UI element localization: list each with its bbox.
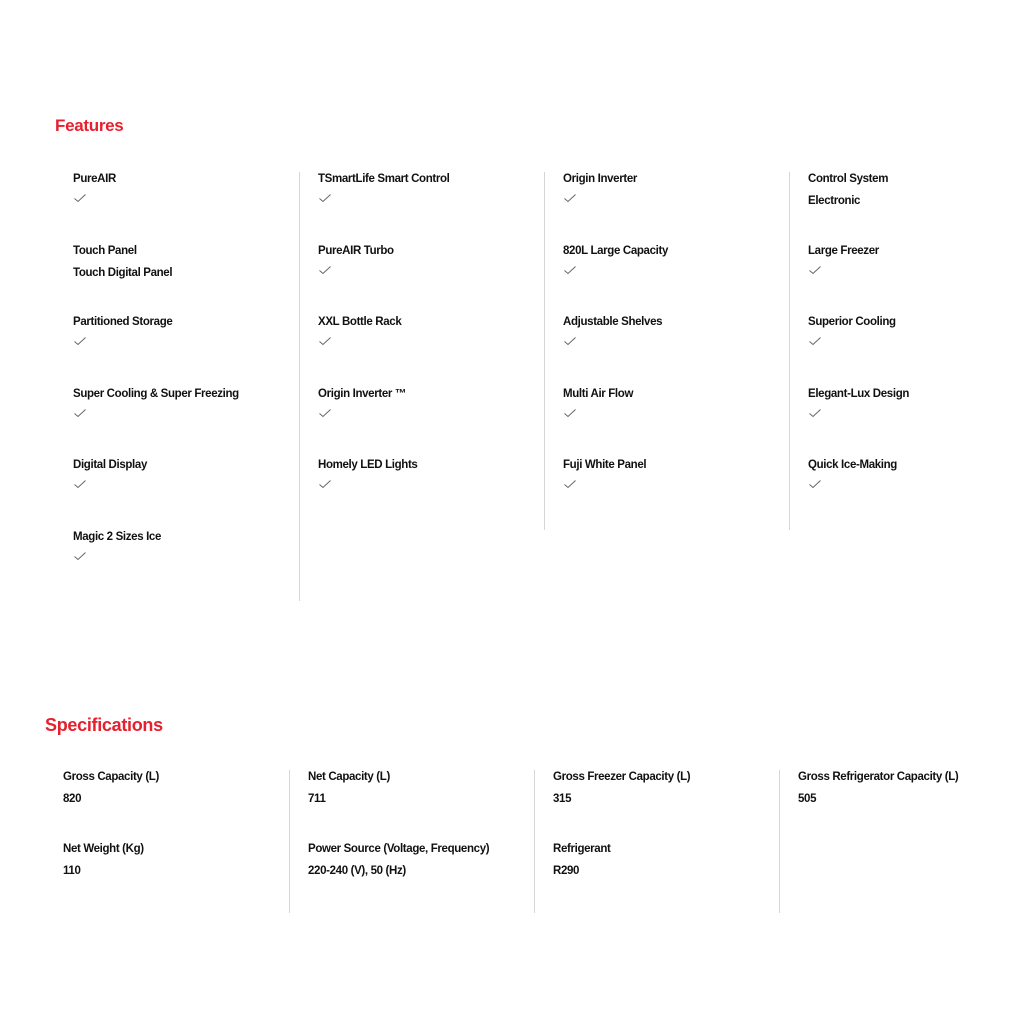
check-icon [73, 334, 87, 348]
feature-value: Electronic [808, 195, 861, 207]
spec-column [535, 770, 780, 913]
feature-label: Control System [808, 173, 889, 185]
feature-item-tsmartlife-smart-control [318, 172, 544, 244]
feature-item-pureair [73, 172, 299, 244]
spec-value: 220-240 (V), 50 (Hz) [308, 864, 406, 877]
spec-value: 505 [798, 793, 817, 805]
check-icon [808, 334, 822, 348]
spec-column [45, 770, 290, 913]
feature-item-control-system [808, 172, 1024, 244]
feature-column [300, 172, 545, 530]
feature-item-origin-inverter [318, 387, 544, 459]
spec-item-net-weight-kg [63, 842, 289, 914]
check-icon [318, 263, 332, 277]
feature-column [55, 172, 300, 601]
spec-label: Power Source (Voltage, Frequency) [308, 842, 490, 855]
spec-item-refrigerant [553, 842, 779, 914]
feature-item-multi-air-flow [563, 387, 789, 459]
feature-label: Touch Panel [73, 244, 137, 257]
feature-label: Origin Inverter ™ [318, 387, 406, 400]
check-icon [73, 477, 87, 491]
feature-label: Digital Display [73, 459, 147, 471]
spec-label: Gross Capacity (L) [63, 771, 159, 783]
feature-label: PureAIR [73, 173, 116, 185]
feature-item-origin-inverter [563, 172, 789, 244]
specifications-heading: Specifications [45, 715, 163, 735]
check-icon [808, 263, 822, 277]
spec-column [290, 770, 535, 913]
feature-item-super-cooling-super-freezing [73, 387, 299, 459]
feature-label: XXL Bottle Rack [318, 316, 402, 328]
feature-label: PureAIR Turbo [318, 244, 394, 257]
spec-value: 315 [553, 793, 572, 805]
check-icon [563, 191, 577, 205]
spec-value: 820 [63, 793, 82, 805]
feature-label: Magic 2 Sizes Ice [73, 530, 162, 543]
spec-label: Gross Refrigerator Capacity (L) [798, 771, 959, 783]
feature-item-elegant-lux-design [808, 387, 1024, 459]
check-icon [563, 334, 577, 348]
features-grid [55, 172, 1024, 601]
feature-item-touch-panel [73, 244, 299, 316]
feature-label: Superior Cooling [808, 316, 896, 328]
feature-item-homely-led-lights [318, 458, 544, 530]
spec-item-power-source-voltage-frequency [308, 842, 534, 914]
check-icon [318, 191, 332, 205]
feature-label: TSmartLife Smart Control [318, 173, 450, 185]
spec-item-gross-freezer-capacity-l [553, 770, 779, 842]
check-icon [318, 477, 332, 491]
feature-item-large-freezer [808, 244, 1024, 316]
check-icon [318, 334, 332, 348]
feature-item-820l-large-capacity [563, 244, 789, 316]
feature-item-superior-cooling [808, 315, 1024, 387]
feature-label: Elegant-Lux Design [808, 387, 910, 400]
feature-label: Multi Air Flow [563, 387, 634, 400]
feature-label: Origin Inverter [563, 173, 637, 185]
check-icon [73, 549, 87, 563]
check-icon [563, 263, 577, 277]
spec-label: Refrigerant [553, 842, 611, 855]
feature-item-quick-ice-making [808, 458, 1024, 530]
feature-column [790, 172, 1024, 530]
check-icon [73, 406, 87, 420]
feature-label: 820L Large Capacity [563, 244, 668, 257]
feature-label: Fuji White Panel [563, 459, 647, 471]
feature-label: Homely LED Lights [318, 459, 418, 471]
spec-value: 110 [63, 864, 81, 877]
feature-label: Quick Ice-Making [808, 459, 897, 471]
feature-label: Partitioned Storage [73, 316, 173, 328]
spec-item-gross-capacity-l [63, 770, 289, 842]
feature-item-xxl-bottle-rack [318, 315, 544, 387]
feature-item-adjustable-shelves [563, 315, 789, 387]
spec-label: Net Weight (Kg) [63, 842, 144, 855]
feature-item-digital-display [73, 458, 299, 530]
check-icon [808, 406, 822, 420]
check-icon [318, 406, 332, 420]
spec-column [780, 770, 1024, 913]
check-icon [808, 477, 822, 491]
feature-item-magic-2-sizes-ice [73, 530, 299, 602]
spec-value: 711 [308, 793, 326, 805]
spec-item-net-capacity-l [308, 770, 534, 842]
spec-label: Gross Freezer Capacity (L) [553, 771, 691, 783]
check-icon [73, 191, 87, 205]
spec-item-gross-refrigerator-capacity-l [798, 770, 1024, 842]
specifications-grid [45, 770, 1024, 913]
feature-label: Adjustable Shelves [563, 316, 663, 328]
feature-item-pureair-turbo [318, 244, 544, 316]
feature-column [545, 172, 790, 530]
feature-label: Super Cooling & Super Freezing [73, 387, 239, 400]
spec-label: Net Capacity (L) [308, 771, 390, 783]
feature-item-partitioned-storage [73, 315, 299, 387]
check-icon [563, 477, 577, 491]
features-heading: Features [55, 116, 124, 135]
spec-value: R290 [553, 864, 580, 877]
check-icon [563, 406, 577, 420]
feature-item-fuji-white-panel [563, 458, 789, 530]
feature-label: Large Freezer [808, 244, 879, 257]
feature-value: Touch Digital Panel [73, 266, 173, 279]
